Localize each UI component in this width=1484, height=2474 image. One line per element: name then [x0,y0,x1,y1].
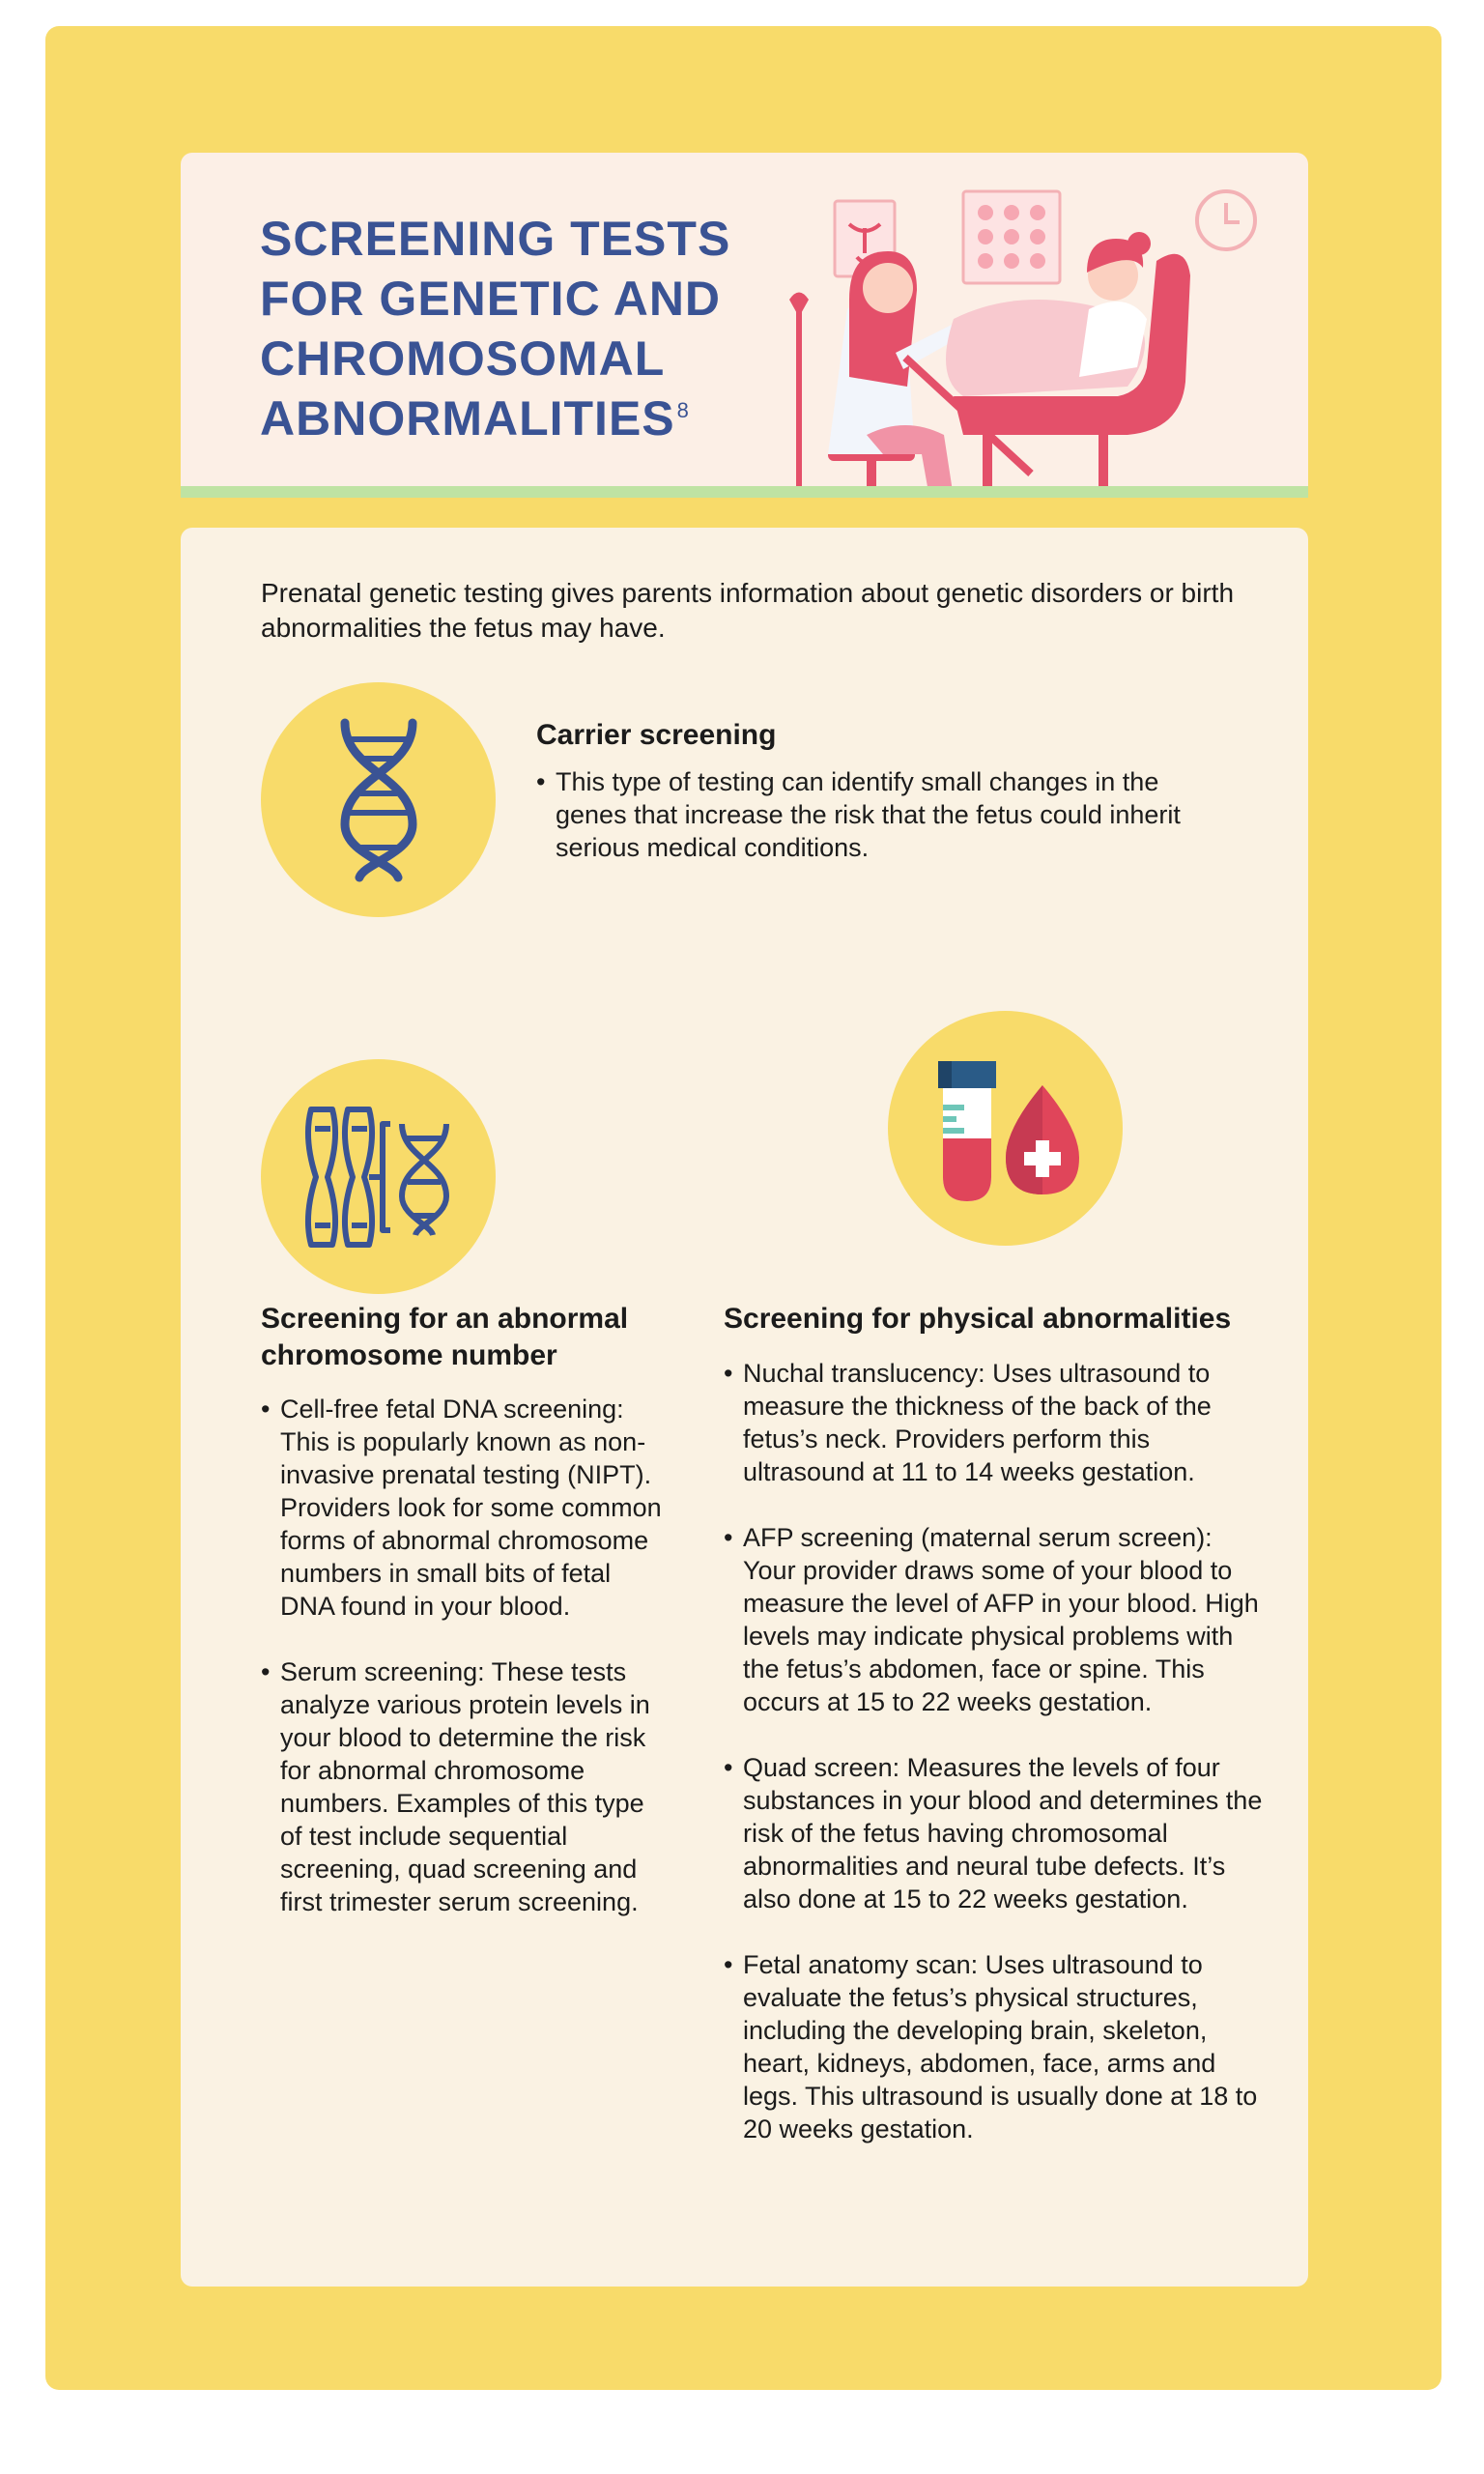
content-panel [181,528,1308,2287]
title-line-1: SCREENING TESTS [260,212,731,266]
footnote-marker: 8 [676,398,690,423]
prenatal-checkup-illustration-icon [780,164,1308,498]
dna-icon [326,718,432,882]
carrier-bullets [536,765,1222,864]
title-line-3: CHROMOSOMAL [260,331,666,386]
chromosome-dna-icon [301,1105,456,1250]
list-item: • Nuchal translucency: Uses ultrasound to measure the thickness of the back of the fetus’s neck. Providers perform this ultrasound at 11 to 14 weeks gestation. [724,1357,1270,1488]
intro-text: Prenatal genetic testing gives parents information about genetic disorders or birth abnormalities the fetus may have. [261,578,1235,643]
title-line-2: FOR GENETIC AND [260,272,722,326]
page-frame [45,26,1441,2390]
list-item: • Fetal anatomy scan: Uses ultrasound to evaluate the fetus’s physical structures, including the developing brain, skeleton, heart, kidneys, abdomen, face, arms and legs. This ultrasound is usually done at 18 to 20 weeks gestation. [724,1948,1270,2145]
carrier-heading: Carrier screening [536,719,777,751]
list-item: • Quad screen: Measures the levels of four substances in your blood and determines the risk of the fetus having chromosomal abnormalities and neural tube defects. It’s also done at 15 to 22 weeks gestation. [724,1751,1270,1915]
chromosome-heading: Screening for an abnormal chromosome number [261,1303,629,1371]
physical-heading: Screening for physical abnormalities [724,1303,1232,1335]
title-line-4: ABNORMALITIES [260,391,675,446]
header-stripe [181,486,1308,498]
header-banner [181,153,1308,498]
list-item: • This type of testing can identify small changes in the genes that increase the risk that the fetus could inherit serious medical conditions. [536,765,1222,864]
chromosome-bullets [261,1393,667,1918]
physical-bullets [724,1357,1270,2145]
blood-test-icon-circle [888,1011,1123,1246]
list-item: • Serum screening: These tests analyze various protein levels in your blood to determine the risk for abnormal chromosome numbers. Examples of this type of test include sequential screening, quad screening and first trimester serum screening. [261,1655,667,1918]
blood-test-icon [928,1051,1083,1206]
carrier-icon-circle [261,682,496,917]
page-title [260,209,801,448]
list-item: • Cell-free fetal DNA screening: This is popularly known as non-invasive prenatal testing (NIPT). Providers look for some common forms of abnormal chromosome numbers in small bits of fetal DNA found in your blood. [261,1393,667,1623]
list-item: • AFP screening (maternal serum screen): Your provider draws some of your blood to measure the level of AFP in your blood. High levels may indicate physical problems with the fetus’s abdomen, face or spine. This occurs at 15 to 22 weeks gestation. [724,1521,1270,1718]
chromosome-icon-circle [261,1059,496,1294]
